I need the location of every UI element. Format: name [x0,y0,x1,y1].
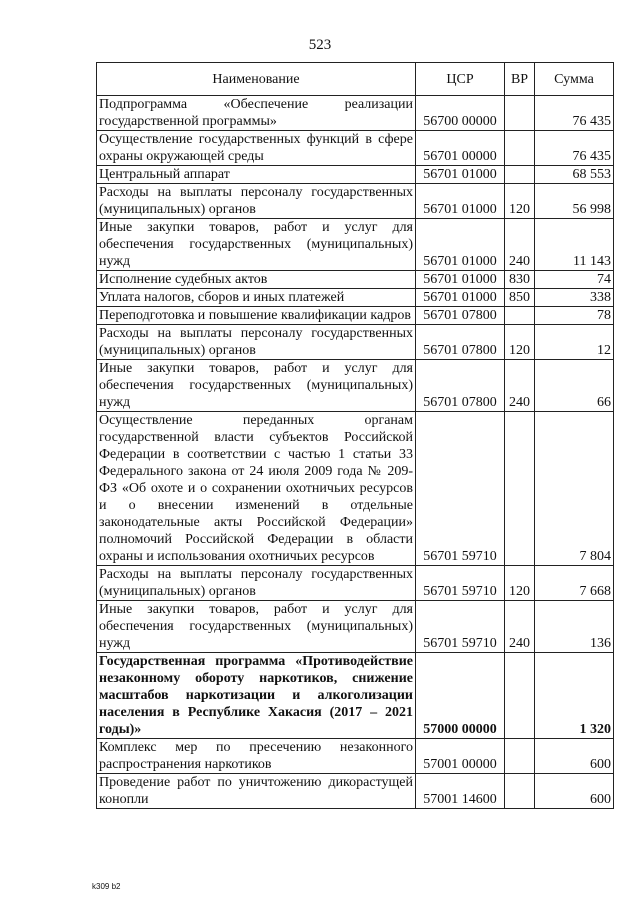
cell-name: Исполнение судебных актов [97,271,416,289]
cell-name: Комплекс мер по пресечению незаконного распространения наркотиков [97,739,416,774]
cell-vr [505,412,535,566]
table-row [97,219,614,271]
table-row [97,184,614,219]
cell-vr: 120 [505,184,535,219]
cell-name: Осуществление государственных функций в сфере охраны окружающей среды [97,131,416,166]
table-row [97,131,614,166]
cell-sum: 78 [535,307,614,325]
cell-sum: 76 435 [535,96,614,131]
cell-sum: 74 [535,271,614,289]
cell-vr: 240 [505,360,535,412]
table-row [97,325,614,360]
cell-sum: 136 [535,601,614,653]
cell-name: Центральный аппарат [97,166,416,184]
cell-name: Иные закупки товаров, работ и услуг для обеспечения государственных (муниципальных) нужд [97,219,416,271]
table-row [97,96,614,131]
header-name: Наименование [97,63,416,96]
cell-csr: 56701 01000 [416,289,505,307]
cell-vr [505,739,535,774]
cell-csr: 56701 01000 [416,166,505,184]
table-row [97,271,614,289]
cell-sum: 56 998 [535,184,614,219]
table-row [97,601,614,653]
cell-sum: 12 [535,325,614,360]
cell-name: Государственная программа «Противодействие незаконному обороту наркотиков, снижение масштабов наркотизации и алкоголизации населения в Республике Хакасия (2017 – 2021 годы)» [97,653,416,739]
cell-name: Переподготовка и повышение квалификации кадров [97,307,416,325]
footer-code: k309 b2 [92,882,121,891]
header-vr: ВР [505,63,535,96]
cell-csr: 57000 00000 [416,653,505,739]
cell-sum: 66 [535,360,614,412]
cell-vr [505,307,535,325]
cell-name: Расходы на выплаты персоналу государственных (муниципальных) органов [97,325,416,360]
cell-name: Расходы на выплаты персоналу государственных (муниципальных) органов [97,184,416,219]
table-row [97,739,614,774]
cell-vr: 120 [505,566,535,601]
cell-vr: 240 [505,601,535,653]
cell-sum: 11 143 [535,219,614,271]
cell-name: Осуществление переданных органам государственной власти субъектов Российской Федерации в соответствии с частью 1 статьи 33 Федерального закона от 24 июля 2009 года № 209-ФЗ «Об охоте и о сохранении охотничьих ресурсов и о внесении изменений в отдельные законодательные акты Российской Федерации» полномочий Российской Федерации в области охраны и использования охотничьих ресурсов [97,412,416,566]
cell-name: Подпрограмма «Обеспечение реализации государственной программы» [97,96,416,131]
cell-csr: 56701 59710 [416,601,505,653]
table-row [97,307,614,325]
table-row [97,289,614,307]
cell-sum: 7 804 [535,412,614,566]
cell-sum: 68 553 [535,166,614,184]
cell-name: Иные закупки товаров, работ и услуг для обеспечения государственных (муниципальных) нужд [97,601,416,653]
table-row [97,566,614,601]
cell-vr: 120 [505,325,535,360]
cell-name: Уплата налогов, сборов и иных платежей [97,289,416,307]
cell-sum: 76 435 [535,131,614,166]
cell-csr: 56701 01000 [416,219,505,271]
cell-vr [505,653,535,739]
cell-vr [505,774,535,809]
cell-sum: 600 [535,774,614,809]
cell-name: Иные закупки товаров, работ и услуг для обеспечения государственных (муниципальных) нужд [97,360,416,412]
cell-csr: 56701 59710 [416,412,505,566]
cell-vr [505,96,535,131]
table-row [97,412,614,566]
budget-table [96,62,614,809]
header-sum: Сумма [535,63,614,96]
cell-sum: 338 [535,289,614,307]
cell-csr: 56701 59710 [416,566,505,601]
cell-vr: 850 [505,289,535,307]
cell-name: Расходы на выплаты персоналу государственных (муниципальных) органов [97,566,416,601]
cell-vr: 240 [505,219,535,271]
cell-csr: 57001 00000 [416,739,505,774]
cell-sum: 7 668 [535,566,614,601]
page-number: 523 [308,37,332,53]
header-csr: ЦСР [416,63,505,96]
cell-csr: 56701 07800 [416,325,505,360]
cell-csr: 56701 07800 [416,360,505,412]
table-header-row [97,63,614,96]
cell-vr: 830 [505,271,535,289]
cell-csr: 56700 00000 [416,96,505,131]
cell-vr [505,166,535,184]
cell-csr: 56701 07800 [416,307,505,325]
cell-vr [505,131,535,166]
cell-sum: 1 320 [535,653,614,739]
cell-sum: 600 [535,739,614,774]
table-row [97,166,614,184]
cell-csr: 56701 01000 [416,184,505,219]
table-row [97,774,614,809]
cell-csr: 56701 01000 [416,271,505,289]
cell-csr: 57001 14600 [416,774,505,809]
cell-csr: 56701 00000 [416,131,505,166]
table-row [97,360,614,412]
table-row [97,653,614,739]
cell-name: Проведение работ по уничтожению дикорастущей конопли [97,774,416,809]
